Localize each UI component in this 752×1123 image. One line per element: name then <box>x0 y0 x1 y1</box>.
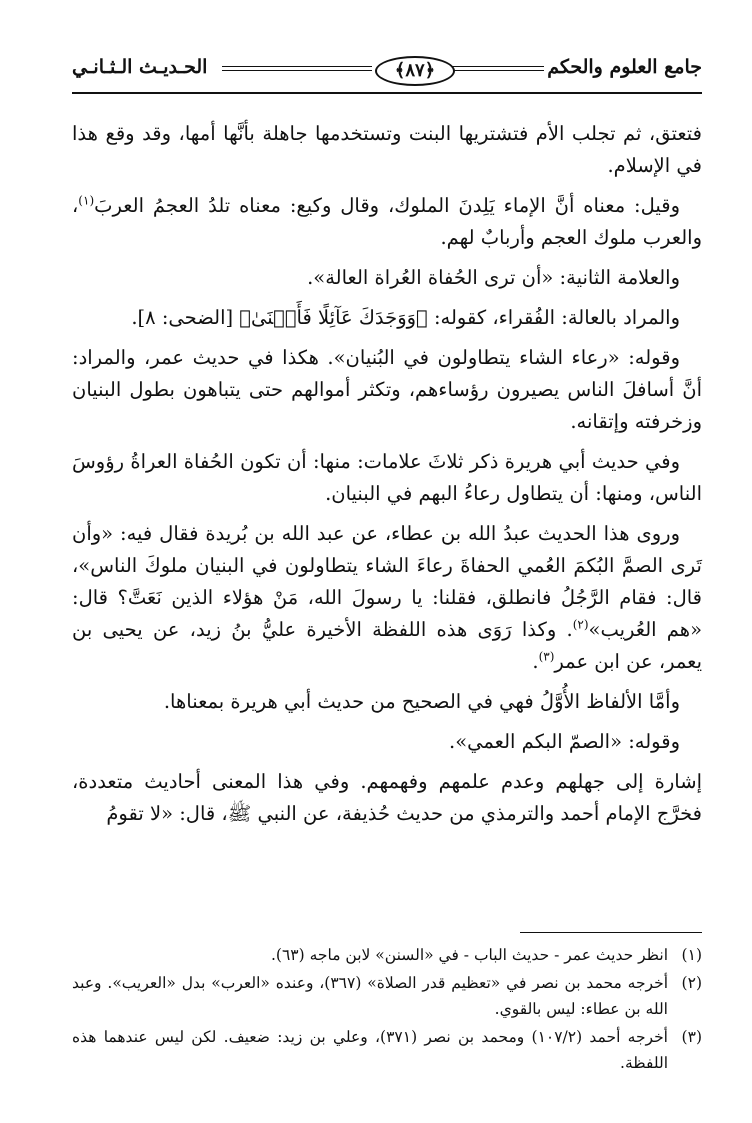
footnote-text: انظر حديث عمر - حديث الباب - في «السنن» لابن ماجه (٦٣). <box>270 946 668 964</box>
paragraph: والعلامة الثانية: «أن ترى الحُفاة العُراة العالة». <box>307 266 680 289</box>
paragraph: والمراد بالعالة: الفُقراء، كقوله: ﴿وَوَجَدَكَ عَآئِلًا فَأَغۡنَىٰ﴾ [الضحى: ٨]. <box>131 306 680 329</box>
chapter-title: الحـديـث الـثـانـي <box>72 56 208 78</box>
header-divider <box>72 92 702 94</box>
page-number: ﴿٨٧﴾ <box>375 56 455 86</box>
main-text <box>72 118 702 838</box>
footnotes <box>72 942 702 1078</box>
header-rule-left <box>222 66 372 71</box>
footnote <box>72 942 702 968</box>
footnote <box>72 1024 702 1076</box>
paragraph: وقوله: «رعاء الشاء يتطاولون في البُنيان». هكذا في حديث عمر، والمراد: أنَّ أسافلَ الناس يصيرون رؤساءهم، وتكثر أموالهم حتى يتباهون بطول البنيان وزخرفته وإتقانه. <box>72 346 702 433</box>
paragraph: وقيل: معناه أنَّ الإماء يَلِدنَ الملوك، وقال وكيع: معناه تلدُ العجمُ العربَ$^{(١)}$، والعرب ملوك العجم وأربابٌ لهم. <box>72 193 702 249</box>
paragraph: وقوله: «الصمّ البكم العمي». <box>449 730 680 753</box>
paragraph: فتعتق، ثم تجلب الأم فتشتريها البنت وتستخدمها جاهلة بأنَّها أمها، وقد وقع هذا في الإسلام. <box>72 122 702 177</box>
footnote <box>72 970 702 1022</box>
footnote-ref: (١) <box>78 193 95 208</box>
footnote-divider <box>520 932 702 933</box>
footnote-ref: (٣) <box>538 649 555 664</box>
running-header <box>72 50 702 92</box>
paragraph: وفي حديث أبي هريرة ذكر ثلاثَ علامات: منها: أن تكون الحُفاة العراةُ رؤوسَ الناس، ومنها: أن يتطاول رعاءُ البهم في البنيان. <box>72 450 702 505</box>
paragraph: إشارة إلى جهلهم وعدم علمهم وفهمهم. وفي هذا المعنى أحاديث متعددة، فخرَّج الإمام أحمد والترمذي من حديث حُذيفة، عن النبي ﷺ، قال: «لا تقومُ <box>72 770 702 825</box>
footnote-number: (١) <box>681 946 702 964</box>
book-title: جامع العلوم والحكم <box>547 56 702 78</box>
paragraph: وأمَّا الألفاظ الأُوَّلُ فهي في الصحيح من حديث أبي هريرة بمعناها. <box>163 690 680 713</box>
footnote-text: أخرجه محمد بن نصر في «تعظيم قدر الصلاة» (٣٦٧)، وعنده «العرب» بدل «العريب». وعبد الله بن عطاء: ليس بالقوي. <box>72 974 668 1018</box>
footnote-number: (٢) <box>681 974 702 992</box>
footnote-number: (٣) <box>681 1028 702 1046</box>
paragraph: وروى هذا الحديث عبدُ الله بن عطاء، عن عبد الله بن بُريدة فقال فيه: «وأن تَرى الصمَّ البُكمَ العُمي الحفاةَ رعاءَ الشاء يتطاولون في البنيان ملوكَ الناس»، قال: فقام الرَّجُلُ فانطلق، فقلنا: يا رسولَ الله، مَنْ هؤلاء الذين نَعَتَّ؟ قال: «هم العُريب»$^{(٢)}$. وكذا رَوَى هذه اللفظة الأخيرة عليُّ بنُ زيد، عن يحيى بن يعمر، عن ابن عمر$^{(٣)}$. <box>72 522 702 673</box>
footnote-text: أخرجه أحمد (١٠٧/٢) ومحمد بن نصر (٣٧١)، وعلي بن زيد: ضعيف. لكن ليس عندهما هذه اللفظة. <box>72 1028 668 1072</box>
footnote-ref: (٢) <box>572 617 589 632</box>
